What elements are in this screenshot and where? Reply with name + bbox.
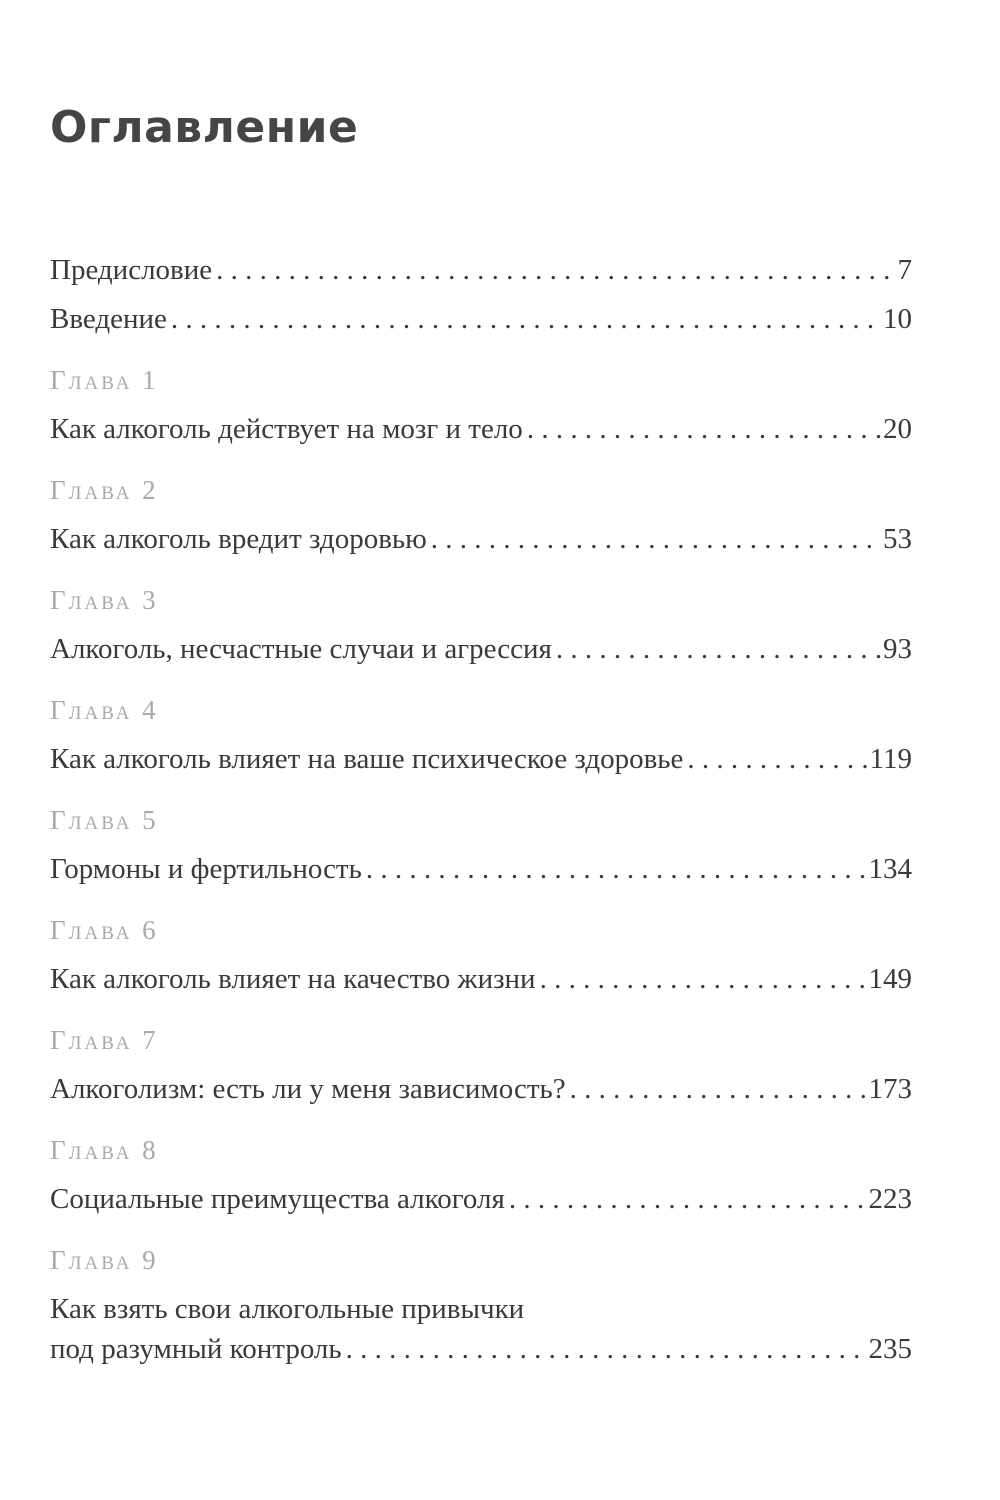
toc-page-number: 20 [883,413,912,445]
toc-entry-title: Алкоголизм: есть ли у меня зависимость? [50,1073,566,1105]
chapter-label: Глава 9 [50,1245,159,1275]
toc-entry-title: Как алкоголь влияет на ваше психическое здоровье [50,743,684,775]
toc-entry-title: Гормоны и фертильность [50,853,362,885]
toc-entry[interactable] [50,250,912,290]
toc-entry[interactable] [50,1179,912,1219]
toc-entry[interactable] [50,519,912,559]
chapter-label: Глава 5 [50,805,159,835]
toc-page-number: 223 [868,1183,912,1215]
toc-page-number: 134 [868,853,912,885]
toc-entry[interactable] [50,959,912,999]
chapter-label: Глава 1 [50,365,159,395]
chapter-label: Глава 3 [50,585,159,615]
dot-leader [540,959,867,999]
chapter-label: Глава 8 [50,1135,159,1165]
toc-page-number: 7 [897,254,912,286]
toc-page-number: 10 [883,303,912,335]
toc-entry-title: Как алкоголь вредит здоровью [50,523,427,555]
chapter-label: Глава 6 [50,915,159,945]
dot-leader [509,1179,867,1219]
toc-entry-title: Введение [50,303,167,335]
toc-page-number: 119 [869,743,912,775]
toc-entry[interactable] [50,739,912,779]
toc-entry-title: Социальные преимущества алкоголя [50,1183,505,1215]
toc-entry[interactable] [50,849,912,889]
toc-entry-title: Алкоголь, несчастные случаи и агрессия [50,633,552,665]
dot-leader [366,849,867,889]
toc-page-number: 173 [868,1073,912,1105]
chapter-label: Глава 2 [50,475,159,505]
toc-page-number: 93 [883,633,912,665]
toc-entry[interactable] [50,629,912,669]
toc-entry-title-line: Как взять свои алкогольные привычки [50,1293,525,1325]
dot-leader [346,1329,867,1369]
dot-leader [171,299,881,339]
toc-entry[interactable] [50,1069,912,1109]
toc-entry-title: Как алкоголь действует на мозг и тело [50,413,523,445]
toc-page-number: 53 [883,523,912,555]
chapter-label: Глава 4 [50,695,159,725]
toc-entry[interactable] [50,299,912,339]
dot-leader [556,629,881,669]
dot-leader [216,250,895,290]
toc-entry-title: Предисловие [50,254,213,286]
toc-page-number: 149 [868,963,912,995]
page-title: Оглавление [50,102,359,153]
toc-entry[interactable] [50,1289,912,1369]
dot-leader [570,1069,867,1109]
toc-page-number: 235 [868,1333,912,1365]
dot-leader [527,409,881,449]
chapter-label: Глава 7 [50,1025,159,1055]
dot-leader [431,519,881,559]
toc-entry[interactable] [50,409,912,449]
toc-entry-title: Как алкоголь влияет на качество жизни [50,963,536,995]
dot-leader [687,739,867,779]
toc-entry-title: под разумный контроль [50,1333,342,1365]
